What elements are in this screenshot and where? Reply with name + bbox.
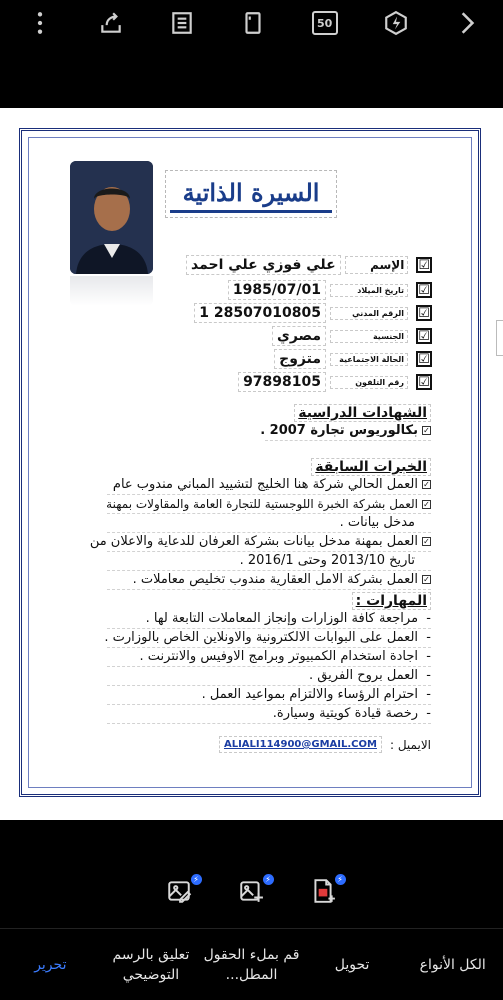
skills-section: [104, 592, 431, 724]
experience-item: ✓العمل بشركة الامل العقارية مندوب تخليص معاملات .: [107, 571, 431, 590]
checkbox-icon: ✓: [423, 537, 430, 546]
info-label: تاريخ الميلاد: [330, 284, 408, 297]
email-label: الايميل :: [389, 737, 431, 752]
skill-item: - احترام الرؤساء والالتزام بمواعيد العمل .: [107, 686, 431, 705]
ai-badge-icon: ⚡: [263, 874, 274, 885]
feature-row: [0, 875, 503, 918]
info-value: مصري: [272, 326, 326, 346]
info-row-civil-id: [186, 302, 432, 324]
checkbox-icon: ☑: [418, 257, 430, 273]
skill-item: - العمل على البوابات الالكترونية والاونلاين الخاص بالوزارت .: [107, 629, 431, 648]
checkbox-icon: ✓: [423, 480, 430, 489]
info-value: علي فوزي علي احمد: [186, 255, 341, 275]
info-label: الإسم: [345, 256, 409, 274]
skills-title: المهارات :: [352, 592, 431, 610]
info-label: رقم التلفون: [330, 376, 408, 389]
tab-all-types[interactable]: الكل الأنواع: [419, 956, 486, 973]
document-view-icon[interactable]: [168, 9, 196, 37]
share-icon[interactable]: [97, 9, 125, 37]
pdf-edit-button[interactable]: [310, 875, 343, 906]
experience-item-continued: مدخل بيانات .: [107, 514, 431, 533]
info-row-marital-status: [186, 348, 432, 370]
checkbox-icon: ✓: [423, 500, 430, 509]
bottom-tab-bar: [0, 928, 503, 1000]
info-label: الجنسية: [330, 330, 408, 343]
experience-item: ✓العمل بشركة الخبرة اللوجستية للتجارة العامة والمقاولات بمهنة: [107, 495, 431, 514]
checkbox-icon: ☑: [416, 282, 432, 298]
info-row-nationality: [186, 325, 432, 347]
add-image-button[interactable]: [238, 875, 271, 906]
ai-badge-icon: ⚡: [335, 874, 346, 885]
tab-edit[interactable]: تحرير: [34, 956, 67, 973]
skill-item: - رخصة قيادة كويتية وسيارة.: [107, 705, 431, 724]
checkbox-icon: ☑: [416, 305, 432, 321]
info-row-phone: [186, 371, 432, 393]
info-value: 28507010805 1: [194, 303, 326, 323]
photo-reflection: [70, 276, 153, 306]
cv-title: السيرة الذاتية: [165, 170, 337, 218]
chevron-right-icon[interactable]: [453, 9, 481, 37]
page-count: 50: [312, 11, 338, 35]
checkbox-icon: ✓: [423, 426, 430, 435]
scroll-indicator[interactable]: [496, 320, 503, 356]
checkbox-icon: ✓: [423, 575, 430, 584]
experience-section: [89, 458, 431, 590]
page-count-button[interactable]: [311, 9, 339, 37]
info-value: 1985/07/01: [228, 280, 326, 300]
tab-fill-fields[interactable]: قم بملء الحقول المطل...: [203, 946, 300, 983]
profile-photo: [70, 161, 153, 274]
experience-item: ✓العمل بمهنة مدخل بيانات بشركة العرفان للدعاية والاعلان من: [107, 533, 431, 552]
skill-item: - مراجعة كافة الوزارات وإنجاز المعاملات التابعة لها .: [107, 610, 431, 629]
info-value: متزوج: [274, 349, 326, 369]
lightning-icon[interactable]: [382, 9, 410, 37]
checkbox-icon: ☑: [416, 328, 432, 344]
tab-annotate[interactable]: تعليق بالرسم التوضيحي: [112, 946, 190, 983]
info-row-birthdate: [186, 279, 432, 301]
page-layout-icon[interactable]: [239, 9, 267, 37]
info-value: 97898105: [238, 372, 326, 392]
checkbox-icon: ☑: [416, 374, 432, 390]
email-link[interactable]: ALIALI114900@GMAIL.COM: [219, 736, 382, 753]
skill-item: - اجادة استخدام الكمبيوتر وبرامج الاوفيس والانترنت .: [107, 648, 431, 667]
education-section: [260, 404, 431, 441]
education-item: ✓بكالوريوس تجارة 2007 .: [265, 422, 431, 441]
info-label: الحالة الاجتماعية: [330, 353, 408, 366]
experience-item: ✓العمل الحالي شركة هنا الخليج لتشييد المباني مندوب عام: [107, 476, 431, 495]
experience-title: الخبرات السابقة: [311, 458, 431, 476]
experience-item-continued: تاريخ 2013/10 وحتى 2016/1 .: [107, 552, 431, 571]
checkbox-icon: ☑: [416, 351, 432, 367]
email-row: [219, 736, 431, 753]
more-options-icon[interactable]: [26, 9, 54, 37]
education-title: الشهادات الدراسية: [294, 404, 431, 422]
info-label: الرقم المدني: [330, 307, 408, 320]
skill-item: - العمل بروح الفريق .: [107, 667, 431, 686]
info-row-name: [186, 254, 432, 276]
top-toolbar: [0, 0, 503, 46]
image-edit-button[interactable]: [166, 875, 199, 906]
tab-convert[interactable]: تحويل: [334, 956, 370, 973]
ai-badge-icon: ⚡: [191, 874, 202, 885]
